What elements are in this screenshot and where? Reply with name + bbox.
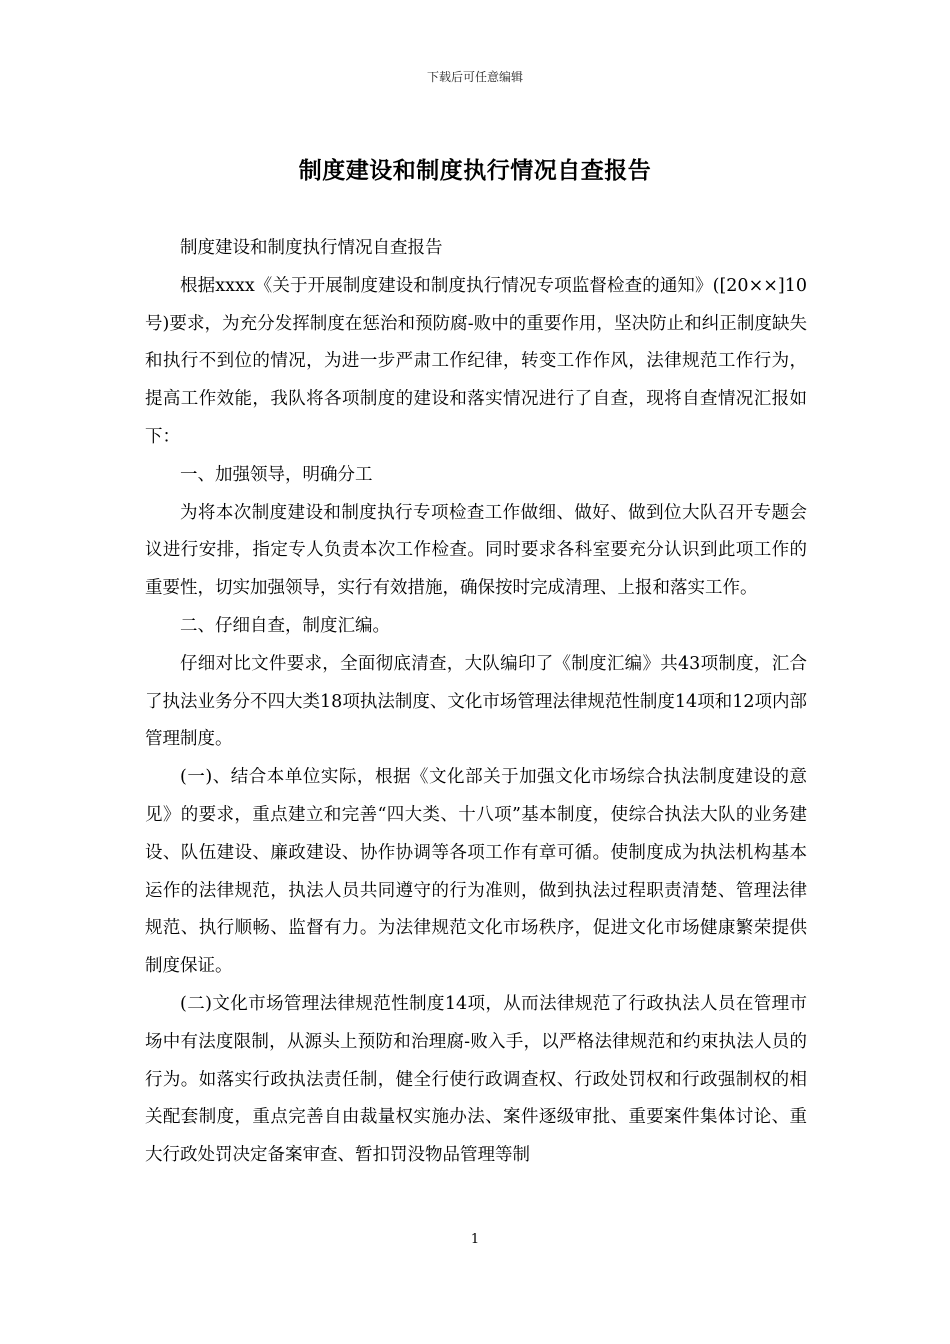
paragraph-item-1: (一)、结合本单位实际，根据《文化部关于加强文化市场综合执法制度建设的意见》的要求，重点建立和完善“四大类、十八项”基本制度，使综合执法大队的业务建设、队伍建设、廉政建设、协作协调等各项工作有章可循。使制度成为执法机构基本运作的法律规范，执法人员共同遵守的行为准则，做到执法过程职责清楚、管理法律规范、执行顺畅、监督有力。为法律规范文化市场秩序，促进文化市场健康繁荣提供制度保证。	[145, 767, 807, 977]
document-title: 制度建设和制度执行情况自查报告	[298, 158, 652, 184]
section-heading-2: 二、仔细自查，制度汇编。	[180, 615, 390, 636]
paragraph-section-1: 为将本次制度建设和制度执行专项检查工作做细、做好、做到位大队召开专题会议进行安排，指定专人负责本次工作检查。同时要求各科室要充分认识到此项工作的重要性，切实加强领导，实行有效措施，确保按时完成清理、上报和落实工作。	[145, 502, 807, 599]
paragraph-subtitle: 制度建设和制度执行情况自查报告	[180, 238, 443, 258]
paragraph-intro: 根据xxxx《关于开展制度建设和制度执行情况专项监督检查的通知》([20××]10号)要求，为充分发挥制度在惩治和预防腐-败中的重要作用，坚决防止和纠正制度缺失和执行不到位的情况，为进一步严肃工作纪律，转变工作作风，法律规范工作行为，提高工作效能，我队将各项制度的建设和落实情况进行了自查，现将自查情况汇报如下：	[145, 275, 807, 447]
section-heading-1: 一、加强领导，明确分工	[180, 464, 373, 485]
header-note: 下载后可任意编辑	[426, 70, 523, 84]
paragraph-item-2: (二)文化市场管理法律规范性制度14项，从而法律规范了行政执法人员在管理市场中有法度限制，从源头上预防和治理腐-败入手，以严格法律规范和约束执法人员的行为。如落实行政执法责任制，健全行使行政调查权、行政处罚权和行政强制权的相关配套制度，重点完善自由裁量权实施办法、案件逐级审批、重要案件集体讨论、重大行政处罚决定备案审查、暂扣罚没物品管理等制	[145, 993, 807, 1166]
page-number: 1	[470, 1232, 480, 1247]
paragraph-section-2: 仔细对比文件要求，全面彻底清查，大队编印了《制度汇编》共43项制度，汇合了执法业务分不四大类18项执法制度、文化市场管理法律规范性制度14项和12项内部管理制度。	[145, 653, 807, 750]
document-body	[145, 230, 807, 1175]
